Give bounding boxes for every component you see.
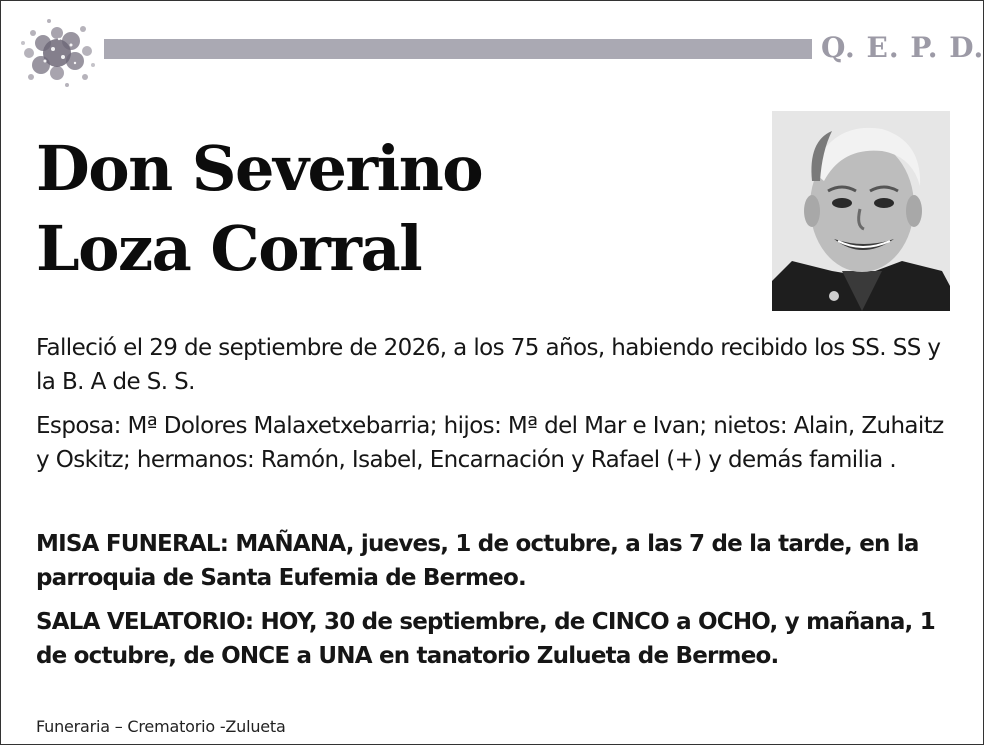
deceased-name [36,129,736,289]
name-line-1: Don Severino [36,132,483,205]
qepd-heading: Q. E. P. D. [821,31,984,64]
death-notice-paragraph: Falleció el 29 de septiembre de 2026, a los 75 años, habiendo recibido los SS. SS y la B. A de S. S. [36,335,941,395]
portrait-photo [772,111,950,311]
header-rule [104,39,812,59]
wake-paragraph: SALA VELATORIO: HOY, 30 de septiembre, de CINCO a OCHO, y mañana, 1 de octubre, de ONCE a UNA en tanatorio Zulueta de Bermeo. [36,609,935,669]
family-paragraph: Esposa: Mª Dolores Malaxetxebarria; hijos: Mª del Mar e Ivan; nietos: Alain, Zuhaitz y Oskitz; hermanos: Ramón, Isabel, Encarnación y Rafael (+) y demás familia . [36,413,944,473]
funeral-home-footer: Funeraria – Crematorio -Zulueta [36,717,286,736]
flower-ornament-icon [15,13,99,91]
name-line-2: Loza Corral [36,212,422,285]
funeral-mass-paragraph: MISA FUNERAL: MAÑANA, jueves, 1 de octubre, a las 7 de la tarde, en la parroquia de Santa Eufemia de Bermeo. [36,531,919,591]
